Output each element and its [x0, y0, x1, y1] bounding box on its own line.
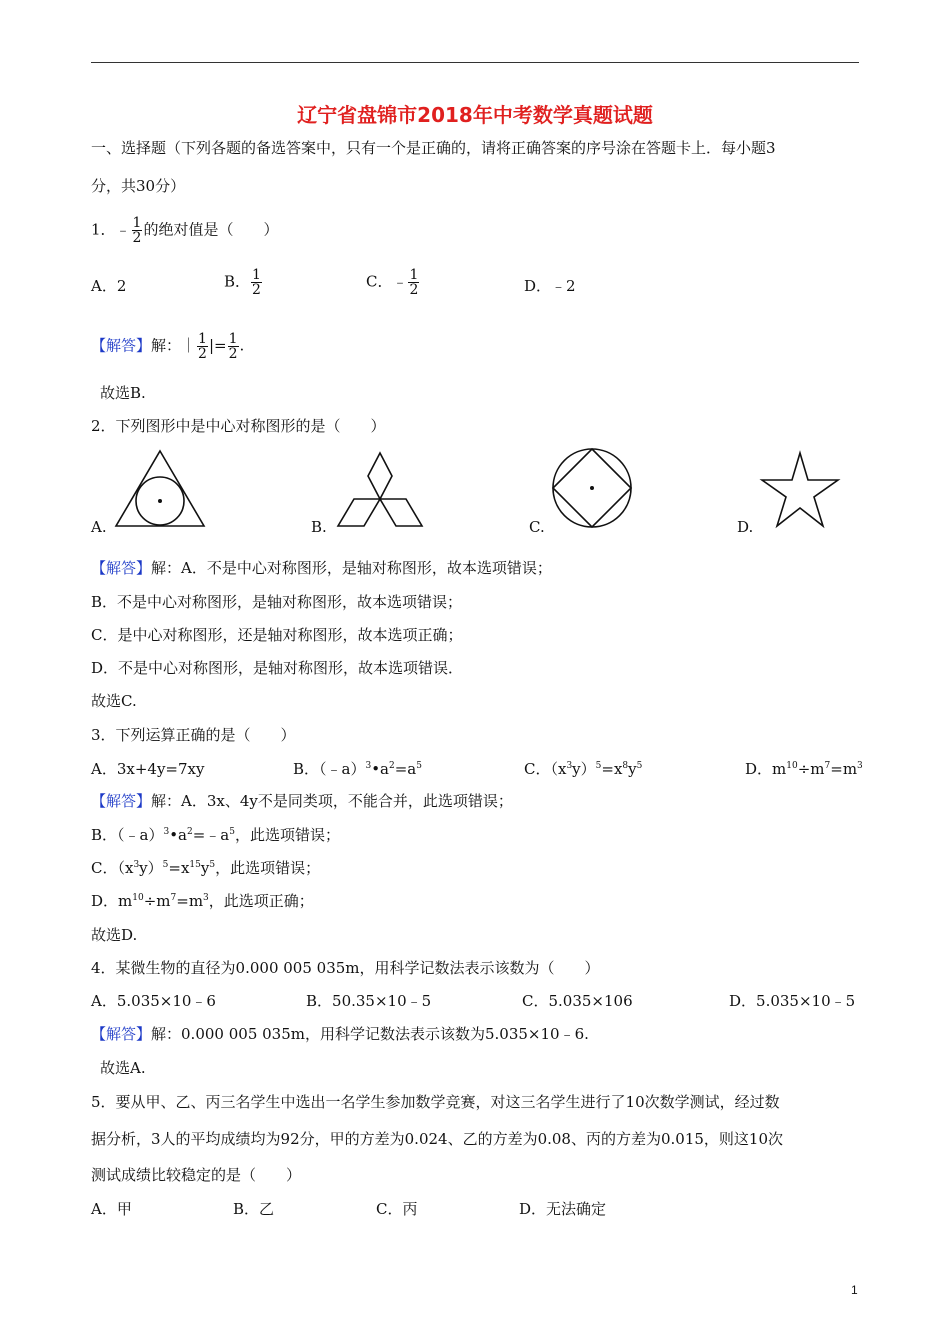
answer-tag: 【解答】: [91, 559, 152, 577]
circle-square-figure: [550, 446, 634, 530]
q3-choose: 故选D.: [91, 926, 138, 944]
frac-denominator: 2: [198, 346, 207, 362]
frac-numerator: 1: [409, 267, 419, 283]
q4-solution-text: 解：0.000 005 035m，用科学记数法表示该数为5.035×10﹣6.: [151, 1025, 589, 1043]
q1-solution-pre: 解：｜: [151, 336, 197, 355]
q3-option-d: D．$m^{10}\div m^7=m^3$: [745, 760, 863, 778]
q4-solution: [91, 1024, 589, 1044]
q3-solution-a-text: 解：A．3x、4y不是同类项，不能合并，此选项错误；: [151, 792, 513, 810]
header-rule: [91, 62, 859, 63]
q3-option-c: C．$(x^3y)^5=x^8y^5$: [524, 760, 643, 778]
q1-suffix: 的绝对值是（ ）: [143, 220, 279, 239]
frac-numerator: 1: [228, 331, 238, 347]
q2-stem: 2．下列图形中是中心对称图形的是（ ）: [91, 417, 386, 435]
q3-option-a: A．3x+4y=7xy: [91, 760, 205, 778]
q2-solution-c: C．是中心对称图形，还是轴对称图形，故本选项正确；: [91, 626, 463, 644]
q4-option-a: A．5.035×10﹣6: [91, 992, 216, 1010]
q1-option-a: A．2: [91, 277, 127, 295]
q3-stem: 3．下列运算正确的是（ ）: [91, 726, 296, 744]
q2-solution-a: [91, 558, 552, 578]
q1-prefix: 1．﹣: [91, 220, 131, 239]
q1-option-c-label: C．﹣: [366, 272, 408, 291]
q5-stem-line3: 测试成绩比较稳定的是（ ）: [91, 1166, 302, 1184]
q2-solution-b: B．不是中心对称图形，是轴对称图形，故本选项错误；: [91, 593, 463, 611]
q2-option-d-label: D.: [737, 518, 754, 536]
q5-option-b: B．乙: [233, 1200, 275, 1218]
q3-solution-d: D．$m^{10}\div m^7=m^3$，此选项正确；: [91, 892, 314, 910]
q4-stem: 4．某微生物的直径为0.000 005 035m，用科学记数法表示该数为（ ）: [91, 959, 600, 977]
q5-option-c: C．丙: [376, 1200, 418, 1218]
q3-solution-d-tail: ，此选项正确；: [208, 892, 314, 910]
triangle-incircle-figure: [112, 448, 208, 530]
q1-option-c-fraction: [408, 268, 419, 297]
frac-numerator: 1: [132, 215, 142, 231]
frac-denominator: 2: [228, 346, 238, 362]
q4-option-b: B．50.35×10﹣5: [306, 992, 432, 1010]
q3-solution-b: B．$(﹣a)^3•a^2=﹣a^5$，此选项错误；: [91, 826, 340, 844]
q5-stem-line2: 据分析，3人的平均成绩均为92分，甲的方差为0.024、乙的方差为0.08、丙的方差为0.015，则这10次: [91, 1130, 784, 1148]
q2-option-b-label: B.: [311, 518, 327, 536]
frac-denominator: 2: [252, 282, 261, 298]
section-header-line2: 分，共30分）: [91, 177, 186, 195]
q1-solution-end: .: [239, 336, 245, 355]
q1-option-c: [366, 268, 420, 297]
q1-solution-mid: |=: [208, 336, 227, 355]
q5-stem-line1: 5．要从甲、乙、丙三名学生中选出一名学生参加数学竞赛，对这三名学生进行了10次数学测试，经过数: [91, 1093, 780, 1111]
q1-option-b: [224, 268, 263, 297]
q2-solution-d: D．不是中心对称图形，是轴对称图形，故本选项错误．: [91, 659, 464, 677]
frac-numerator: 1: [252, 267, 261, 283]
q3-solution-c: C．$(x^3y)^5=x^{15}y^5$，此选项错误；: [91, 859, 321, 877]
three-rhombus-figure: [334, 450, 426, 530]
q2-option-a-label: A.: [91, 518, 107, 536]
section-header-line1: 一、选择题（下列各题的备选答案中，只有一个是正确的，请将正确答案的序号涂在答题卡上．每小题3: [91, 139, 776, 157]
star-figure: [760, 450, 842, 530]
q1-choose: 故选B.: [100, 384, 146, 402]
frac-denominator: 2: [409, 282, 419, 298]
q4-option-d: D．5.035×10﹣5: [729, 992, 856, 1010]
q4-option-c: C．5.035×106: [522, 992, 633, 1010]
q1-stem: [91, 216, 278, 245]
frac-numerator: 1: [198, 331, 207, 347]
answer-tag: 【解答】: [91, 792, 152, 810]
frac-denominator: 2: [132, 230, 142, 246]
answer-tag: 【解答】: [91, 1025, 152, 1043]
q3-solution-a: [91, 791, 513, 811]
q1-option-b-fraction: [251, 268, 262, 297]
page-number: 1: [851, 1283, 858, 1297]
q2-solution-a-text: 解：A．不是中心对称图形，是轴对称图形，故本选项错误；: [151, 559, 552, 577]
q5-option-a: A．甲: [91, 1200, 132, 1218]
q2-choose: 故选C.: [91, 692, 137, 710]
q1-solution: [91, 332, 244, 361]
q1-solution-fraction-2: [228, 332, 239, 361]
q4-choose: 故选A.: [100, 1059, 146, 1077]
answer-tag: 【解答】: [91, 336, 152, 355]
q5-option-d: D．无法确定: [519, 1200, 607, 1218]
q1-fraction: [132, 216, 143, 245]
page-title: 辽宁省盘锦市2018年中考数学真题试题: [297, 103, 653, 127]
q1-solution-fraction-1: [197, 332, 208, 361]
q3-option-b: B．$(﹣a)^3•a^2=a^5$: [293, 760, 422, 778]
q2-option-c-label: C.: [529, 518, 545, 536]
q1-option-b-label: B．: [224, 272, 251, 291]
q1-option-d: D．﹣2: [524, 277, 576, 295]
